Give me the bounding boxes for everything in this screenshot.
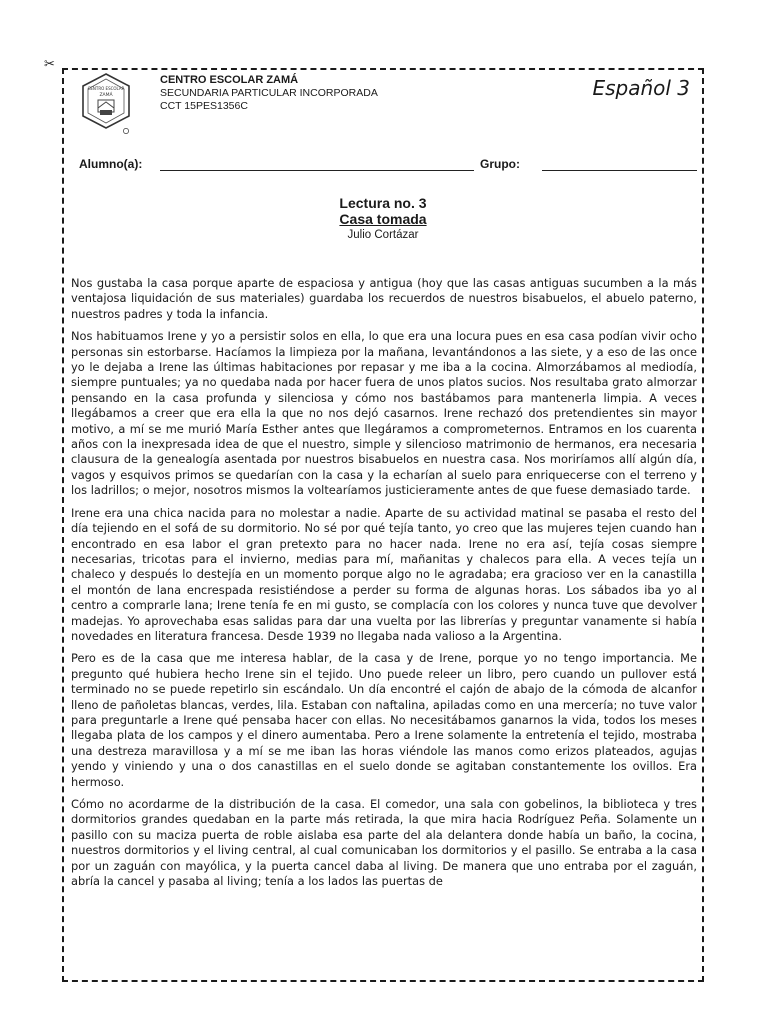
group-label: Grupo: (480, 157, 520, 171)
school-cct: CCT 15PES1356C (160, 100, 248, 112)
paragraph: Pero es de la casa que me interesa hablar, de la casa y de Irene, porque yo no tengo importancia. Me pregunto qué hubiera hecho Irene sin el tejido. Uno puede releer un libro, pero cuando un pullover está terminado no se puede repetirlo sin escándalo. Un día encontré el cajón de abajo de la cómoda de alcanfor lleno de pañoletas blancas, verdes, lila. Estaban con naftalina, apiladas como en una mercería; no tuve valor para preguntarle a Irene qué pensaba hacer con ellas. No necesitábamos ganarnos la vida, todos los meses llegaba plata de los campos y el dinero aumentaba. Pero a Irene solamente la entretenía el tejido, mostraba una destreza maravillosa y a mí se me iban las horas viéndole las manos como erizos plateados, agujas yendo y viniendo y una o dos canastillas en el suelo donde se agitaban constantemente los ovillos. Era hermoso. (71, 651, 697, 789)
school-name: CENTRO ESCOLAR ZAMÁ (160, 74, 299, 86)
school-info (160, 74, 378, 113)
paragraph: Irene era una chica nacida para no molestar a nadie. Aparte de su actividad matinal se pasaba el resto del día tejiendo en el sofá de su dormitorio. No sé por qué tejía tanto, yo creo que las mujeres tejen cuando han encontrado en esa labor el gran pretexto para no hacer nada. Irene no era así, tejía cosas siempre necesarias, tricotas para el invierno, medias para mí, mañanitas y chalecos para ella. A veces tejía un chaleco y después lo destejía en un momento porque algo no le agradaba; era gracioso ver en la canastilla el montón de lana encrespada resistiéndose a perder su forma de algunas horas. Los sábados iba yo al centro a comprarle lana; Irene tenía fe en mi gusto, se complacía con los colores y nunca tuve que devolver madejas. Yo aprovechaba esas salidas para dar una vuelta por las librerías y preguntar vanamente si había novedades en literatura francesa. Desde 1939 no llegaba nada valioso a la Argentina. (71, 505, 697, 643)
story-body (71, 276, 697, 896)
story-title: Casa tomada (339, 211, 427, 227)
logo-text-bottom: ZAMÁ (99, 93, 113, 98)
school-logo (80, 72, 132, 138)
story-author: Julio Cortázar (347, 229, 419, 241)
group-field[interactable] (542, 170, 697, 171)
student-label: Alumno(a): (79, 157, 143, 171)
paragraph: Cómo no acordarme de la distribución de la casa. El comedor, una sala con gobelinos, la biblioteca y tres dormitorios grandes quedaban en la parte más retirada, la que mira hacia Rodríguez Peña. Solamente un pasillo con su maciza puerta de roble aislaba esa parte del ala delantera donde había un baño, la cocina, nuestros dormitorios y el living central, al cual comunicaban los dormitorios y el pasillo. Se entraba a la casa por un zaguán con mayólica, y la puerta cancel daba al living. De manera que uno entraba por el zaguán, abría la cancel y pasaba al living; tenía a los lados las puertas de (71, 797, 697, 889)
logo-text-top: CENTRO ESCOLAR (87, 86, 125, 91)
scissors-icon: ✂ (44, 56, 55, 71)
subject-title: Español 3 (592, 76, 690, 100)
reading-number: Lectura no. 3 (339, 195, 427, 211)
school-type: SECUNDARIA PARTICULAR INCORPORADA (160, 87, 378, 99)
student-name-field[interactable] (160, 170, 474, 171)
reading-title-block (62, 195, 704, 242)
paragraph: Nos gustaba la casa porque aparte de espaciosa y antigua (hoy que las casas antiguas sucumben a la más ventajosa liquidación de sus materiales) guardaba los recuerdos de nuestros bisabuelos, el abuelo paterno, nuestros padres y toda la infancia. (71, 276, 697, 321)
paragraph: Nos habituamos Irene y yo a persistir solos en ella, lo que era una locura pues en esa casa podían vivir ocho personas sin estorbarse. Hacíamos la limpieza por la mañana, levantándonos a las siete, y a eso de las once yo le dejaba a Irene las últimas habitaciones por repasar y me iba a la cocina. Almorzábamos al mediodía, siempre puntuales; ya no quedaba nada por hacer fuera de unos platos sucios. Nos resultaba grato almorzar pensando en la casa profunda y silenciosa y cómo nos bastábamos para mantenerla limpia. A veces llegábamos a creer que era ella la que no nos dejó casarnos. Irene rechazó dos pretendientes sin mayor motivo, a mí se me murió María Esther antes que llegáramos a comprometernos. Entramos en los cuarenta años con la inexpresada idea de que el nuestro, simple y silencioso matrimonio de hermanos, era necesaria clausura de la genealogía asentada por nuestros bisabuelos en nuestra casa. Nos moriríamos allí algún día, vagos y esquivos primos se quedarían con la casa y la echarían al suelo para enriquecerse con el terreno y los ladrillos; o mejor, nosotros mismos la voltearíamos justicieramente antes de que fuese demasiado tarde. (71, 329, 697, 498)
